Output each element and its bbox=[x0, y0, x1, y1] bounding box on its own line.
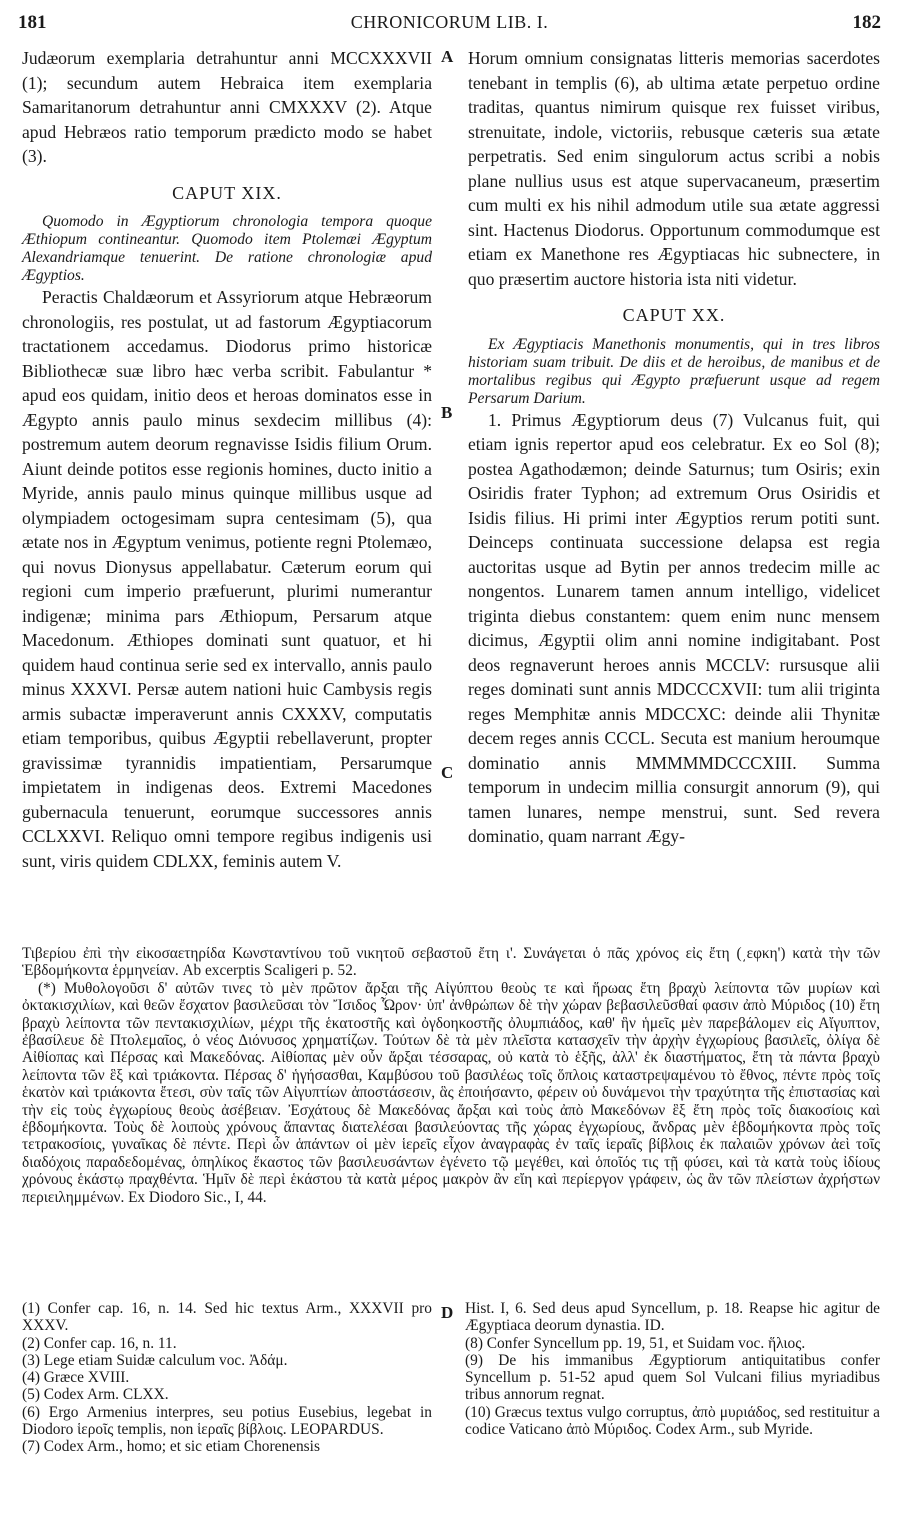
chapter-heading-xix: CAPUT XIX. bbox=[172, 182, 282, 203]
margin-letter-c: C bbox=[441, 763, 454, 782]
chapter-heading-xx: CAPUT XX. bbox=[622, 305, 726, 325]
margin-letter-a: A bbox=[441, 47, 454, 66]
page-number-left: 181 bbox=[18, 12, 47, 33]
margin-letter-d: D bbox=[441, 1303, 454, 1322]
chapter-summary-xix: Quomodo in Ægyptiorum chronologia tempora quoque Æthiopum contineantur. Quomodo item Ptolemæi Ægyptum Alexandriamque tenuerint. De ratione chronologiæ apud Ægyptios. bbox=[22, 213, 432, 284]
right-paragraph-2: 1. Primus Ægyptiorum deus (7) Vulcanus fuit, qui etiam ignis repertor apud eos celebratur. Ex eo Sol (8); postea Agathodæmon; deinde Saturnus; tum Osiris; exin Osiridis frater Typhon; ad extremum Orus Osiridis et Isidis filius. Hi primi inter Ægyptios rerum potiti sunt. Deinceps continuata successione delapsa est regia auctoritas usque ad Bytin per annos tredecim mille ac nongentos. Lunarem tamen annum intelligo, videlicet triginta diebus constantem: quem enim nunc mensem dicimus, Ægyptii olim anni nomine indigitabant. Post deos regnaverunt heroes annis MCCLV: rursusque alii reges dominati sunt annis MDCCCXVII: tum alii triginta reges Memphitæ annis MDCCXC: deinde alii Thynitæ decem reges annis CCCL. Secuta est manium heroumque dominatio annis MMMMMDCCCXIII. Summa temporum in undecim millia consurgit annorum (9), qui tamen lunares, nempe menstrui, sunt. Sed revera dominatio, quam narrant Ægy- bbox=[468, 409, 880, 846]
footnote: (3) Lege etiam Suidæ calculum voc. Ἀδάμ. bbox=[22, 1351, 288, 1369]
right-column bbox=[468, 46, 880, 849]
greek-paragraph-2: (*) Μυθολογοῦσι δ' αὐτῶν τινες τὸ μὲν πρῶτον ἄρξαι τῆς Αἰγύπτου θεοὺς τε καὶ ἥρωας ἔτη βραχὺ λείποντα τῶν μυρίων καὶ ὀκτακισχιλίων, καὶ θεῶν ἔσχατον βασιλεῦσαι τὸν Ἴσιδος Ὧρον· ὑπ' ἀνθρώπων δὲ τὴν χώραν βεβασιλεῦσθαί φασιν ἀπὸ Μύριδος (10) ἔτη βραχὺ λείποντα τῶν πεντακισχιλίων, μέχρι τῆς ἑκατοστῆς καὶ ὀγδοηκοστῆς ὀλυμπιάδος, καθ' ἣν ἡμεῖς μὲν παρεβάλομεν εἰς Αἴγυπτον, ἐβασίλευε δὲ Πτολεμαῖος, ὁ νέος Διόνυσος χρηματίζων. Τούτων δὲ τὰ μὲν πλεῖστα κατασχεῖν τὴν ἀρχὴν ἐγχωρίους βασιλεῖς, ὀλίγα δὲ Αἰθίοπας καὶ Πέρσας καὶ Μακεδόνας. Αἰθίοπας μὲν οὖν ἄρξαι τέσσαρας, οὐ κατὰ τὸ ἑξῆς, ἀλλ' ἐκ διαστήματος, ἔτη τὰ πάντα βραχὺ λείποντα τῶν ἓξ καὶ τριάκοντα. Πέρσας δ' ἡγήσασθαι, Καμβύσου τοῦ βασιλέως τοῖς ὅπλοις καταστρεψαμένου τὸ ἔθνος, πέντε πρὸς τοῖς ἑκατὸν καὶ τριάκοντα ἔτεσι, σὺν ταῖς τῶν Αἰγυπτίων ἀποστάσεσιν, ἃς ἐποιήσαντο, φέρειν οὐ δυνάμενοι τὴν τραχύτητα τῆς ἐπιστασίας καὶ τὴν εἰς τοὺς ἐγχωρίους θεοὺς ἀσέβειαν. Ἐσχάτους δὲ Μακεδόνας ἄρξαι καὶ τοὺς ἀπὸ Μακεδόνων ἓξ ἔτη πρὸς τοῖς διακοσίοις καὶ ἑβδομήκοντα. Τοὺς δὲ λοιποὺς χρόνους ἅπαντας διατελέσαι βασιλεύοντας τῆς χώρας ἐγχωρίους, ἄνδρας μὲν ἑβδομήκοντα πρὸς τοῖς τετρακοσίοις, γυναῖκας δὲ πέντε. Περὶ ὧν ἁπάντων οἱ μὲν ἱερεῖς εἶχον ἀναγραφὰς ἐν ταῖς ἱεραῖς βίβλοις ἐκ παλαιῶν χρόνων ἀεὶ τοῖς διαδόχοις παραδεδομένας, ὁπηλίκος ἕκαστος τῶν βασιλευσάντων ἐγένετο τῷ μεγέθει, καὶ ὁποῖός τις τῇ φύσει, καὶ τὰ κατὰ τοὺς ἰδίους χρόνους ἑκάστῳ πραχθέντα. Ἡμῖν δὲ περὶ ἑκάστου τὰ κατὰ μέρος μακρὸν ἂν εἴη καὶ περίεργον γράφειν, ὡς ἂν τῶν πλείστων ἀχρήστων περιειλημμένων. Ex Diodoro Sic., I, 44. bbox=[22, 979, 880, 1206]
left-paragraph-2: Peractis Chaldæorum et Assyriorum atque Hebræorum chronologiis, res postulat, ut ad fastorum Ægyptiacorum tractationem accedamus. Diodorus primo historicæ Bibliothecæ suæ libro hæc verba scribit. Fabulantur * apud eos quidam, initio deos et heroas dominatos esse in Ægypto annis paulo minus sexdecim millibus (4): postremum autem deorum regnavisse Isidis filium Orum. Aiunt deinde potitos esse regionis homines, ducto initio a Myride, annis paulo minus quinque millibus usque ad olympiadem octogesimam supra centesimam (5), qua ætate nos in Ægyptum venimus, potiente regni Ptolemæo, qui novus Dionysus appellabatur. Cæterum eorum qui regioni cum imperio præfuerunt, plurimi numerantur indigenæ; minima pars Æthiopum, Persarum atque Macedonum. Æthiopes dominati sunt quatuor, et hi quidem haud continua serie sed ex intervallo, annis paulo minus XXXVI. Persæ autem nationi huic Cambysis regis armis subactæ imperaverunt annis CXXXV, computatis etiam temporibus, quibus Ægyptii rebellaverunt, propter gravissimæ tyrannidis impatientiam, Persarumque impietatem in indigenas deos. Extremi Macedones gubernacula tenuerunt, eorumque successores annis CCLXXVI. Reliquo omni tempore regibus indigenis usi sunt, viris quidem CDLXX, feminis autem V. bbox=[22, 287, 432, 871]
footnotes-left bbox=[22, 1300, 432, 1456]
footnote: (5) Codex Arm. CLXX. bbox=[22, 1386, 169, 1404]
footnote: (2) Confer cap. 16, n. 11. bbox=[22, 1334, 177, 1352]
footnotes-right bbox=[465, 1300, 880, 1438]
right-paragraph-1: Horum omnium consignatas litteris memorias sacerdotes tenebant in templis (6), ab ultima ætate perpetuo ordine traditas, quantus nimirum quisque rex fuisset viribus, strenuitate, indole, victoriis, rebusque cæteris sua ætate perpetratis. Sed enim singulorum actus scribi a nobis plane nullius usus est atque supervacaneum, præsertim cum multi ex his nihil admodum utile sua ætate aggressi sint. Hactenus Diodorus. Opportunum commodumque est etiam ex Manethone res Ægyptiacas hic subnectere, in quo præsertim auctore historia ista niti videtur. bbox=[468, 48, 880, 289]
left-column bbox=[22, 46, 432, 873]
footnote: (10) Græcus textus vulgo corruptus, ἀπὸ μυριάδος, sed restituitur a codice Vaticano ἀπὸ Μύριδος. Codex Arm., sub Myride. bbox=[465, 1403, 880, 1439]
footnote: (8) Confer Syncellum pp. 19, 51, et Suidam voc. ἥλιος. bbox=[465, 1334, 806, 1352]
chapter-summary-xx: Ex Ægyptiacis Manethonis monumentis, qui in tres libros historiam suam tribuit. De diis et de heroibus, de manibus et de mortalibus regibus qui Ægypto præfuerunt usque ad regem Persarum Darium. bbox=[468, 335, 880, 407]
footnote: Hist. I, 6. Sed deus apud Syncellum, p. 18. Reapse hic agitur de Ægyptiaca deorum dynastia. ID. bbox=[465, 1300, 880, 1335]
page-header bbox=[18, 12, 881, 36]
margin-letter-b: B bbox=[441, 403, 453, 422]
left-paragraph-1: Judæorum exemplaria detrahuntur anni MCCXXXVII (1); secundum autem Hebraica item exemplaria Samaritanorum detrahuntur anni CMXXXV (2). Atque apud Hebræos ratio temporum prædicto modo se habet (3). bbox=[22, 48, 432, 166]
greek-text-block bbox=[22, 945, 880, 1206]
page-number-right: 182 bbox=[852, 12, 881, 33]
footnote: (6) Ergo Armenius interpres, seu potius Eusebius, legebat in Diodoro ἱεροῖς templis, non ἱεραῖς βίβλοις. LEOPARDUS. bbox=[22, 1403, 432, 1439]
greek-paragraph-1: Τιβερίου ἐπὶ τὴν εἰκοσαετηρίδα Κωνσταντίνου τοῦ νικητοῦ σεβαστοῦ ἔτη ι'. Συνάγεται ὁ πᾶς χρόνος εἰς ἔτη (͵εφκη') κατὰ τὴν τῶν Ἑβδομήκοντα ἑρμηνείαν. Ab excerptis Scaligeri p. 52. bbox=[22, 945, 880, 980]
footnote: (7) Codex Arm., homo; et sic etiam Chorenensis bbox=[22, 1438, 320, 1456]
footnote: (4) Græce XVIII. bbox=[22, 1369, 130, 1387]
footnote: (9) De his immanibus Ægyptiorum antiquitatibus confer Syncellum p. 51-52 apud quem Sol Vulcani filius myriadibus tribus annorum regnat. bbox=[465, 1351, 880, 1404]
running-title: CHRONICORUM LIB. I. bbox=[350, 12, 549, 32]
footnote: (1) Confer cap. 16, n. 14. Sed hic textus Arm., XXXVII pro XXXV. bbox=[22, 1300, 432, 1335]
